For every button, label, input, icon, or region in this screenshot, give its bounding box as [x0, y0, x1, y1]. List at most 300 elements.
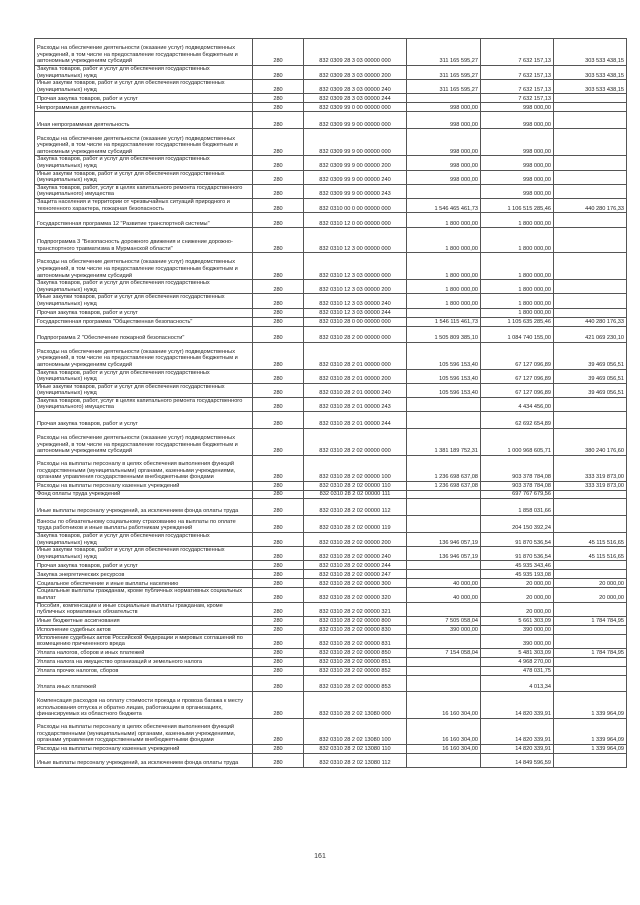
row-unexecuted-amount	[554, 516, 627, 533]
row-executed-amount: 390 000,00	[481, 625, 554, 634]
row-approved-amount	[407, 397, 481, 411]
row-approved-amount: 1 236 698 637,08	[407, 482, 481, 491]
row-admin-code: 280	[253, 317, 304, 326]
row-admin-code: 280	[253, 754, 304, 768]
row-name: Закупка энергетических ресурсов	[35, 570, 253, 579]
row-admin-code: 280	[253, 649, 304, 658]
row-classification-code: 832 0309 99 9 00 00000 000	[304, 112, 407, 129]
row-unexecuted-amount	[554, 570, 627, 579]
row-classification-code: 832 0310 28 2 02 00000 110	[304, 482, 407, 491]
row-executed-amount: 998 000,00	[481, 112, 554, 129]
row-unexecuted-amount: 39 469 056,51	[554, 342, 627, 369]
row-admin-code: 280	[253, 397, 304, 411]
row-executed-amount: 4 013,34	[481, 676, 554, 692]
row-executed-amount: 998 000,00	[481, 129, 554, 156]
row-approved-amount: 390 000,00	[407, 625, 481, 634]
row-name: Подпрограмма 3 "Безопасность дорожного движения и снижение дорожно-транспортного травматизма в Мурманской области"	[35, 228, 253, 253]
row-admin-code: 280	[253, 103, 304, 112]
row-unexecuted-amount: 333 319 873,00	[554, 482, 627, 491]
row-unexecuted-amount	[554, 170, 627, 184]
row-approved-amount	[407, 412, 481, 429]
row-executed-amount: 1 800 000,00	[481, 213, 554, 228]
row-approved-amount	[407, 676, 481, 692]
row-approved-amount	[407, 184, 481, 198]
table-row	[35, 412, 627, 429]
row-unexecuted-amount	[554, 412, 627, 429]
row-unexecuted-amount	[554, 561, 627, 570]
row-unexecuted-amount	[554, 94, 627, 103]
row-admin-code: 280	[253, 491, 304, 499]
row-classification-code: 832 0310 28 2 02 00000 200	[304, 533, 407, 547]
row-approved-amount	[407, 602, 481, 616]
row-name: Иные закупки товаров, работ и услуг для обеспечения государственных (муниципальных) нужд	[35, 80, 253, 94]
table-row	[35, 198, 627, 212]
row-name: Прочая закупка товаров, работ и услуг	[35, 561, 253, 570]
row-classification-code: 832 0309 99 9 00 00000 200	[304, 156, 407, 170]
row-classification-code: 832 0310 28 2 02 13080 110	[304, 745, 407, 754]
row-executed-amount: 45 935 193,08	[481, 570, 554, 579]
row-name: Государственная программа 12 "Развитие транспортной системы"	[35, 213, 253, 228]
row-executed-amount: 7 632 157,13	[481, 94, 554, 103]
row-admin-code: 280	[253, 499, 304, 516]
table-row	[35, 533, 627, 547]
row-approved-amount	[407, 634, 481, 648]
row-name: Расходы на обеспечение деятельности (оказание услуг) подведомственных учреждений, в том числе на предоставление государственным бюджетным и автономным учреждениям субсидий	[35, 39, 253, 66]
row-admin-code: 280	[253, 326, 304, 342]
row-admin-code: 280	[253, 625, 304, 634]
row-admin-code: 280	[253, 228, 304, 253]
row-approved-amount: 1 800 000,00	[407, 228, 481, 253]
row-admin-code: 280	[253, 602, 304, 616]
table-row	[35, 625, 627, 634]
row-unexecuted-amount	[554, 129, 627, 156]
table-row	[35, 634, 627, 648]
table-row	[35, 499, 627, 516]
row-unexecuted-amount	[554, 625, 627, 634]
table-row	[35, 280, 627, 294]
row-admin-code: 280	[253, 588, 304, 602]
row-unexecuted-amount: 303 533 438,15	[554, 80, 627, 94]
table-row	[35, 170, 627, 184]
row-name: Закупка товаров, работ и услуг для обеспечения государственных (муниципальных) нужд	[35, 369, 253, 383]
row-approved-amount	[407, 658, 481, 667]
table-row	[35, 429, 627, 456]
row-admin-code: 280	[253, 383, 304, 397]
row-unexecuted-amount	[554, 294, 627, 308]
row-admin-code: 280	[253, 667, 304, 676]
row-classification-code: 832 0310 12 3 00 00000 000	[304, 228, 407, 253]
row-executed-amount: 20 000,00	[481, 579, 554, 588]
row-executed-amount: 204 150 392,24	[481, 516, 554, 533]
table-row	[35, 39, 627, 66]
row-classification-code: 832 0310 28 0 00 00000 000	[304, 317, 407, 326]
row-approved-amount: 998 000,00	[407, 156, 481, 170]
row-admin-code: 280	[253, 676, 304, 692]
row-unexecuted-amount	[554, 103, 627, 112]
row-approved-amount	[407, 754, 481, 768]
table-row	[35, 516, 627, 533]
table-row	[35, 326, 627, 342]
row-admin-code: 280	[253, 253, 304, 280]
row-classification-code: 832 0310 28 2 02 00000 831	[304, 634, 407, 648]
row-classification-code: 832 0310 28 2 01 00000 200	[304, 369, 407, 383]
row-name: Взносы по обязательному социальному страхованию на выплаты по оплате труда работников и иные выплаты работникам учреждений	[35, 516, 253, 533]
row-classification-code: 832 0310 28 2 02 00000 850	[304, 649, 407, 658]
row-name: Закупка товаров, работ, услуг в целях капитального ремонта государственного (муниципального) имущества	[35, 184, 253, 198]
row-executed-amount: 1 084 740 155,00	[481, 326, 554, 342]
row-approved-amount: 105 596 153,40	[407, 369, 481, 383]
row-admin-code: 280	[253, 412, 304, 429]
row-approved-amount: 1 800 000,00	[407, 253, 481, 280]
row-classification-code: 832 0310 28 2 01 00000 240	[304, 383, 407, 397]
row-unexecuted-amount: 1 784 784,95	[554, 616, 627, 625]
row-name: Уплата прочих налогов, сборов	[35, 667, 253, 676]
table-row	[35, 649, 627, 658]
row-executed-amount: 7 632 157,13	[481, 39, 554, 66]
row-classification-code: 832 0310 28 2 02 00000 321	[304, 602, 407, 616]
row-unexecuted-amount	[554, 112, 627, 129]
table-row	[35, 103, 627, 112]
row-unexecuted-amount	[554, 280, 627, 294]
row-classification-code: 832 0310 28 2 02 13080 100	[304, 719, 407, 745]
row-approved-amount	[407, 570, 481, 579]
row-unexecuted-amount: 45 115 516,65	[554, 533, 627, 547]
row-approved-amount	[407, 308, 481, 317]
row-name: Иные закупки товаров, работ и услуг для обеспечения государственных (муниципальных) нужд	[35, 547, 253, 561]
row-name: Закупка товаров, работ и услуг для обеспечения государственных (муниципальных) нужд	[35, 66, 253, 80]
table-row	[35, 547, 627, 561]
row-unexecuted-amount: 303 533 438,15	[554, 66, 627, 80]
row-admin-code: 280	[253, 80, 304, 94]
row-name: Иные бюджетные ассигнования	[35, 616, 253, 625]
row-name: Фонд оплаты труда учреждений	[35, 491, 253, 499]
row-classification-code: 832 0309 28 3 03 00000 240	[304, 80, 407, 94]
table-row	[35, 602, 627, 616]
row-executed-amount: 998 000,00	[481, 103, 554, 112]
table-row	[35, 676, 627, 692]
row-admin-code: 280	[253, 66, 304, 80]
row-approved-amount	[407, 516, 481, 533]
row-name: Закупка товаров, работ и услуг для обеспечения государственных (муниципальных) нужд	[35, 280, 253, 294]
row-unexecuted-amount	[554, 676, 627, 692]
table-row	[35, 383, 627, 397]
row-approved-amount: 7 505 058,04	[407, 616, 481, 625]
row-admin-code: 280	[253, 745, 304, 754]
row-name: Закупка товаров, работ и услуг для обеспечения государственных (муниципальных) нужд	[35, 156, 253, 170]
row-name: Закупка товаров, работ, услуг в целях капитального ремонта государственного (муниципального) имущества	[35, 397, 253, 411]
row-executed-amount: 4 434 456,00	[481, 397, 554, 411]
row-classification-code: 832 0310 28 2 02 00000 244	[304, 561, 407, 570]
row-classification-code: 832 0310 28 2 02 00000 852	[304, 667, 407, 676]
row-name: Закупка товаров, работ и услуг для обеспечения государственных (муниципальных) нужд	[35, 533, 253, 547]
row-unexecuted-amount: 39 469 056,51	[554, 383, 627, 397]
row-admin-code: 280	[253, 280, 304, 294]
row-executed-amount: 1 800 000,00	[481, 228, 554, 253]
row-unexecuted-amount	[554, 184, 627, 198]
row-name: Социальные выплаты гражданам, кроме публичных нормативных социальных выплат	[35, 588, 253, 602]
row-classification-code: 832 0310 28 2 01 00000 000	[304, 342, 407, 369]
row-executed-amount: 1 858 031,66	[481, 499, 554, 516]
row-approved-amount: 998 000,00	[407, 129, 481, 156]
row-approved-amount: 1 236 698 637,08	[407, 456, 481, 482]
row-classification-code: 832 0310 28 2 02 00000 240	[304, 547, 407, 561]
row-unexecuted-amount	[554, 602, 627, 616]
row-unexecuted-amount: 1 784 784,95	[554, 649, 627, 658]
row-unexecuted-amount	[554, 658, 627, 667]
row-name: Прочая закупка товаров, работ и услуг	[35, 412, 253, 429]
table-row	[35, 342, 627, 369]
table-row	[35, 80, 627, 94]
row-name: Иные закупки товаров, работ и услуг для обеспечения государственных (муниципальных) нужд	[35, 294, 253, 308]
row-classification-code: 832 0310 12 3 03 00000 200	[304, 280, 407, 294]
row-unexecuted-amount	[554, 228, 627, 253]
row-executed-amount: 1 800 000,00	[481, 308, 554, 317]
row-classification-code: 832 0310 28 2 01 00000 243	[304, 397, 407, 411]
row-admin-code: 280	[253, 570, 304, 579]
row-executed-amount: 45 935 343,46	[481, 561, 554, 570]
row-approved-amount	[407, 561, 481, 570]
row-unexecuted-amount	[554, 213, 627, 228]
row-admin-code: 280	[253, 156, 304, 170]
row-admin-code: 280	[253, 342, 304, 369]
row-name: Уплата налога на имущество организаций и земельного налога	[35, 658, 253, 667]
row-name: Расходы на обеспечение деятельности (оказание услуг) подведомственных учреждений, в том числе на предоставление государственным бюджетным и автономным учреждениям субсидий	[35, 342, 253, 369]
table-row	[35, 397, 627, 411]
row-classification-code: 832 0309 28 3 03 00000 200	[304, 66, 407, 80]
row-unexecuted-amount: 440 280 176,33	[554, 317, 627, 326]
row-classification-code: 832 0309 28 3 03 00000 244	[304, 94, 407, 103]
row-unexecuted-amount	[554, 499, 627, 516]
row-name: Защита населения и территории от чрезвычайных ситуаций природного и техногенного характера, пожарная безопасность	[35, 198, 253, 212]
row-classification-code: 832 0310 28 2 02 00000 320	[304, 588, 407, 602]
row-executed-amount: 1 105 635 285,46	[481, 317, 554, 326]
table-row	[35, 692, 627, 719]
row-name: Иная непрограммная деятельность	[35, 112, 253, 129]
row-admin-code: 280	[253, 308, 304, 317]
row-approved-amount: 105 596 153,40	[407, 383, 481, 397]
row-name: Расходы на выплаты персоналу казенных учреждений	[35, 482, 253, 491]
table-row	[35, 561, 627, 570]
row-classification-code: 832 0309 99 0 00 00000 000	[304, 103, 407, 112]
row-classification-code: 832 0309 28 3 03 00000 000	[304, 39, 407, 66]
row-executed-amount: 998 000,00	[481, 156, 554, 170]
row-classification-code: 832 0310 00 0 00 00000 000	[304, 198, 407, 212]
budget-table	[34, 38, 627, 768]
row-classification-code: 832 0310 28 2 02 00000 853	[304, 676, 407, 692]
table-row	[35, 228, 627, 253]
table-row	[35, 491, 627, 499]
row-approved-amount: 1 546 465 461,73	[407, 198, 481, 212]
row-approved-amount	[407, 499, 481, 516]
row-admin-code: 280	[253, 198, 304, 212]
row-unexecuted-amount	[554, 308, 627, 317]
row-admin-code: 280	[253, 516, 304, 533]
row-unexecuted-amount	[554, 397, 627, 411]
table-row	[35, 745, 627, 754]
row-admin-code: 280	[253, 184, 304, 198]
row-admin-code: 280	[253, 482, 304, 491]
row-unexecuted-amount: 303 533 438,15	[554, 39, 627, 66]
row-classification-code: 832 0310 12 3 03 00000 244	[304, 308, 407, 317]
row-approved-amount: 1 546 115 461,73	[407, 317, 481, 326]
row-classification-code: 832 0310 28 2 02 00000 830	[304, 625, 407, 634]
row-name: Уплата иных платежей	[35, 676, 253, 692]
table-row	[35, 213, 627, 228]
row-unexecuted-amount	[554, 253, 627, 280]
row-name: Расходы на выплаты персоналу в целях обеспечения выполнения функций государственными (муниципальными) органами, казенными учреждениями, органами управления государственными внебюджетными фондами	[35, 456, 253, 482]
row-unexecuted-amount: 1 339 964,09	[554, 719, 627, 745]
budget-table-body	[35, 39, 627, 768]
row-executed-amount: 14 820 339,91	[481, 745, 554, 754]
table-row	[35, 253, 627, 280]
row-approved-amount	[407, 491, 481, 499]
row-executed-amount: 903 378 784,08	[481, 456, 554, 482]
row-approved-amount: 998 000,00	[407, 112, 481, 129]
row-classification-code: 832 0310 28 2 02 00000 112	[304, 499, 407, 516]
row-classification-code: 832 0310 12 0 00 00000 000	[304, 213, 407, 228]
row-executed-amount: 91 870 536,54	[481, 533, 554, 547]
row-classification-code: 832 0309 99 9 00 00000 000	[304, 129, 407, 156]
row-unexecuted-amount: 380 240 176,60	[554, 429, 627, 456]
row-classification-code: 832 0310 12 3 03 00000 000	[304, 253, 407, 280]
row-approved-amount: 1 800 000,00	[407, 213, 481, 228]
row-admin-code: 280	[253, 170, 304, 184]
row-classification-code: 832 0310 28 2 02 00000 119	[304, 516, 407, 533]
row-name: Прочая закупка товаров, работ и услуг	[35, 94, 253, 103]
row-admin-code: 280	[253, 719, 304, 745]
row-executed-amount: 5 661 303,09	[481, 616, 554, 625]
row-name: Иные выплаты персоналу учреждений, за исключением фонда оплаты труда	[35, 499, 253, 516]
row-approved-amount: 1 505 809 385,10	[407, 326, 481, 342]
row-unexecuted-amount	[554, 754, 627, 768]
row-executed-amount: 91 870 536,54	[481, 547, 554, 561]
row-admin-code: 280	[253, 616, 304, 625]
row-executed-amount: 7 632 157,13	[481, 80, 554, 94]
row-classification-code: 832 0309 99 9 00 00000 243	[304, 184, 407, 198]
row-unexecuted-amount: 45 115 516,65	[554, 547, 627, 561]
row-executed-amount: 1 800 000,00	[481, 253, 554, 280]
row-approved-amount: 1 800 000,00	[407, 280, 481, 294]
row-executed-amount: 1 000 968 605,71	[481, 429, 554, 456]
table-row	[35, 570, 627, 579]
row-executed-amount: 14 820 339,91	[481, 719, 554, 745]
row-name: Иные закупки товаров, работ и услуг для обеспечения государственных (муниципальных) нужд	[35, 383, 253, 397]
table-row	[35, 317, 627, 326]
table-row	[35, 588, 627, 602]
row-executed-amount: 998 000,00	[481, 184, 554, 198]
row-approved-amount: 998 000,00	[407, 103, 481, 112]
table-row	[35, 579, 627, 588]
row-name: Государственная программа "Общественная безопасность"	[35, 317, 253, 326]
row-unexecuted-amount	[554, 156, 627, 170]
row-executed-amount: 20 000,00	[481, 588, 554, 602]
row-admin-code: 280	[253, 213, 304, 228]
table-row	[35, 719, 627, 745]
table-row	[35, 308, 627, 317]
row-executed-amount: 62 692 654,89	[481, 412, 554, 429]
row-classification-code: 832 0310 28 2 02 00000 111	[304, 491, 407, 499]
row-approved-amount: 16 160 304,00	[407, 719, 481, 745]
row-executed-amount: 390 000,00	[481, 634, 554, 648]
row-classification-code: 832 0310 28 2 02 13080 112	[304, 754, 407, 768]
row-approved-amount: 311 165 595,27	[407, 80, 481, 94]
row-admin-code: 280	[253, 112, 304, 129]
row-classification-code: 832 0309 99 9 00 00000 240	[304, 170, 407, 184]
table-row	[35, 129, 627, 156]
row-classification-code: 832 0310 28 2 02 00000 100	[304, 456, 407, 482]
row-unexecuted-amount: 333 319 873,00	[554, 456, 627, 482]
row-classification-code: 832 0310 28 2 02 00000 000	[304, 429, 407, 456]
row-executed-amount: 478 031,75	[481, 667, 554, 676]
row-approved-amount	[407, 667, 481, 676]
row-approved-amount: 16 160 304,00	[407, 745, 481, 754]
table-row	[35, 112, 627, 129]
row-executed-amount: 1 106 515 285,46	[481, 198, 554, 212]
row-approved-amount: 16 160 304,00	[407, 692, 481, 719]
row-classification-code: 832 0310 28 2 01 00000 244	[304, 412, 407, 429]
row-executed-amount: 1 800 000,00	[481, 294, 554, 308]
row-admin-code: 280	[253, 429, 304, 456]
row-admin-code: 280	[253, 658, 304, 667]
row-name: Компенсация расходов на оплату стоимости проезда и провоза багажа к месту использования отпуска и обратно лицам, работающим в организациях, финансируемых из областного бюджета	[35, 692, 253, 719]
row-approved-amount: 40 000,00	[407, 588, 481, 602]
row-classification-code: 832 0310 28 2 02 00000 800	[304, 616, 407, 625]
table-row	[35, 94, 627, 103]
row-name: Прочая закупка товаров, работ и услуг	[35, 308, 253, 317]
row-approved-amount: 1 381 189 752,31	[407, 429, 481, 456]
row-admin-code: 280	[253, 547, 304, 561]
row-classification-code: 832 0310 28 2 02 00000 247	[304, 570, 407, 579]
row-executed-amount: 7 632 157,13	[481, 66, 554, 80]
row-admin-code: 280	[253, 94, 304, 103]
row-approved-amount: 105 596 153,40	[407, 342, 481, 369]
row-unexecuted-amount	[554, 667, 627, 676]
row-unexecuted-amount: 20 000,00	[554, 579, 627, 588]
row-admin-code: 280	[253, 39, 304, 66]
row-name: Расходы на выплаты персоналу в целях обеспечения выполнения функций государственными (муниципальными) органами, казенными учреждениями, органами управления государственными внебюджетными фондами	[35, 719, 253, 745]
table-row	[35, 616, 627, 625]
table-row	[35, 754, 627, 768]
row-executed-amount: 67 127 096,89	[481, 342, 554, 369]
row-executed-amount: 697 767 679,56	[481, 491, 554, 499]
table-row	[35, 482, 627, 491]
row-executed-amount: 4 968 270,00	[481, 658, 554, 667]
row-executed-amount: 20 000,00	[481, 602, 554, 616]
row-unexecuted-amount	[554, 491, 627, 499]
table-row	[35, 294, 627, 308]
row-classification-code: 832 0310 28 2 02 00000 300	[304, 579, 407, 588]
row-name: Расходы на обеспечение деятельности (оказание услуг) подведомственных учреждений, в том числе на предоставление государственным бюджетным и автономным учреждениям субсидий	[35, 429, 253, 456]
table-row	[35, 66, 627, 80]
row-executed-amount: 903 378 784,08	[481, 482, 554, 491]
row-name: Иные закупки товаров, работ и услуг для обеспечения государственных (муниципальных) нужд	[35, 170, 253, 184]
row-executed-amount: 14 849 596,59	[481, 754, 554, 768]
row-approved-amount: 311 165 595,27	[407, 66, 481, 80]
row-executed-amount: 67 127 096,89	[481, 383, 554, 397]
row-classification-code: 832 0310 28 2 00 00000 000	[304, 326, 407, 342]
row-unexecuted-amount: 421 069 230,10	[554, 326, 627, 342]
row-name: Исполнение судебных актов	[35, 625, 253, 634]
row-approved-amount: 136 946 057,19	[407, 533, 481, 547]
row-executed-amount: 5 481 303,09	[481, 649, 554, 658]
row-name: Расходы на выплаты персоналу казенных учреждений	[35, 745, 253, 754]
row-name: Пособия, компенсации и иные социальные выплаты гражданам, кроме публичных нормативных обязательств	[35, 602, 253, 616]
row-approved-amount: 136 946 057,19	[407, 547, 481, 561]
page-number: 161	[314, 853, 326, 860]
row-approved-amount: 1 800 000,00	[407, 294, 481, 308]
row-admin-code: 280	[253, 369, 304, 383]
table-row	[35, 456, 627, 482]
